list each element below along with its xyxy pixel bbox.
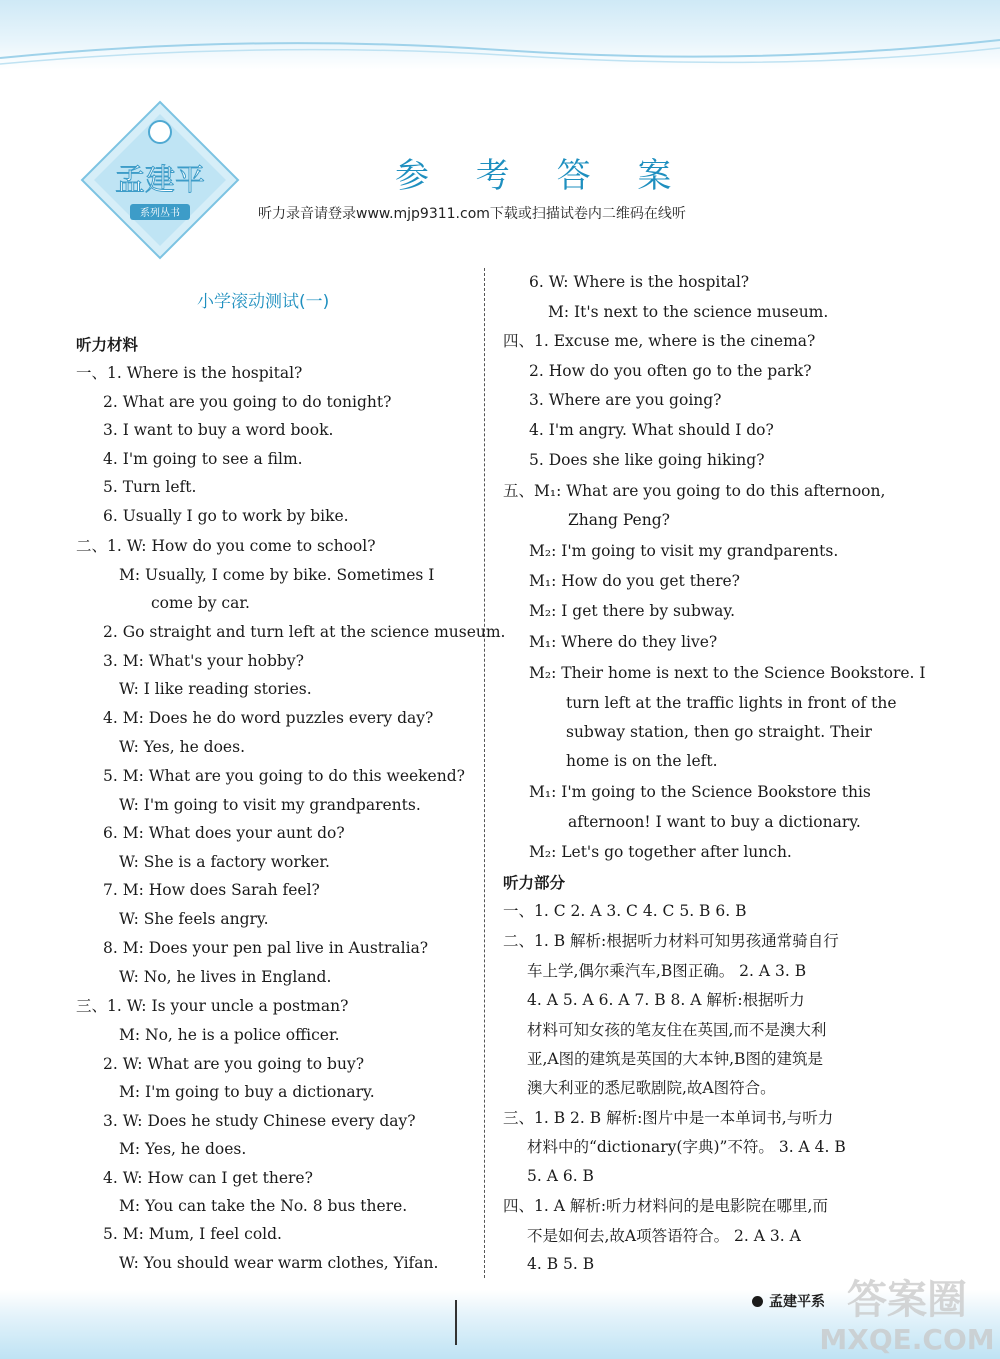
- transcript-line: 5. Does she like going hiking?: [529, 451, 765, 469]
- series-logo: [80, 100, 240, 260]
- answer-line: 5. A 6. B: [527, 1167, 594, 1185]
- transcript-line: come by car.: [151, 594, 250, 612]
- transcript-line: M₁: I'm going to the Science Bookstore this: [529, 783, 871, 801]
- transcript-line: M: You can take the No. 8 bus there.: [119, 1197, 408, 1215]
- transcript-line: 一、1. Where is the hospital?: [76, 364, 303, 382]
- top-wave-graphic: [0, 28, 1000, 68]
- transcript-line: M₁: How do you get there?: [529, 572, 740, 590]
- answer-line: 四、1. A 解析:听力材料问的是电影院在哪里,而: [503, 1197, 828, 1215]
- transcript-line: W: No, he lives in England.: [119, 968, 332, 986]
- transcript-line: 3. Where are you going?: [529, 391, 722, 409]
- transcript-line: subway station, then go straight. Their: [566, 723, 872, 741]
- transcript-line: M: No, he is a police officer.: [119, 1026, 340, 1044]
- footer-brand: 孟建平系: [769, 1294, 825, 1310]
- transcript-line: 2. How do you often go to the park?: [529, 362, 812, 380]
- transcript-line: M₂: I get there by subway.: [529, 602, 736, 620]
- page-title: 参 考 答 案: [395, 156, 690, 196]
- section-title: 小学滚动测试(一): [197, 292, 330, 312]
- transcript-line: M: I'm going to buy a dictionary.: [119, 1083, 375, 1101]
- answer-line: 4. A 5. A 6. A 7. B 8. A 解析:根据听力: [527, 991, 805, 1009]
- transcript-line: 4. I'm going to see a film.: [103, 450, 303, 468]
- logo-text: 孟建平: [115, 163, 205, 198]
- transcript-line: M₂: I'm going to visit my grandparents.: [529, 542, 839, 560]
- transcript-line: W: She feels angry.: [119, 910, 269, 928]
- answer-line: 材料中的“dictionary(字典)”不符。 3. A 4. B: [527, 1138, 846, 1156]
- transcript-line: W: She is a factory worker.: [119, 853, 330, 871]
- transcript-line: W: You should wear warm clothes, Yifan.: [119, 1254, 439, 1272]
- answer-line: 澳大利亚的悉尼歌剧院,故A图符合。: [527, 1079, 776, 1097]
- svg-text:答案圈: 答案圈: [847, 1277, 967, 1323]
- transcript-line: M₂: Let's go together after lunch.: [529, 843, 792, 861]
- transcript-line: W: I like reading stories.: [119, 680, 312, 698]
- audio-download-note: 听力录音请登录www.mjp9311.com下载或扫描试卷内二维码在线听: [258, 206, 686, 222]
- transcript-line: 四、1. Excuse me, where is the cinema?: [503, 332, 816, 350]
- transcript-line: W: I'm going to visit my grandparents.: [119, 796, 421, 814]
- transcript-line: W: Yes, he does.: [119, 738, 245, 756]
- transcript-line: home is on the left.: [566, 752, 718, 770]
- transcript-line: 3. M: What's your hobby?: [103, 652, 304, 670]
- transcript-line: M: It's next to the science museum.: [548, 303, 829, 321]
- transcript-line: 五、M₁: What are you going to do this afternoon,: [503, 482, 886, 500]
- listening-material-heading: 听力材料: [76, 336, 139, 354]
- transcript-line: 4. W: How can I get there?: [103, 1169, 313, 1187]
- watermark-logo: [818, 1265, 996, 1357]
- transcript-line: 3. W: Does he study Chinese every day?: [103, 1112, 416, 1130]
- transcript-line: 6. M: What does your aunt do?: [103, 824, 345, 842]
- transcript-line: 2. W: What are you going to buy?: [103, 1055, 365, 1073]
- transcript-line: M: Usually, I come by bike. Sometimes I: [119, 566, 435, 584]
- transcript-line: 5. M: Mum, I feel cold.: [103, 1225, 282, 1243]
- column-divider: [484, 268, 485, 1278]
- answer-line: 4. B 5. B: [527, 1255, 595, 1273]
- transcript-line: Zhang Peng?: [568, 511, 670, 529]
- transcript-line: 7. M: How does Sarah feel?: [103, 881, 320, 899]
- transcript-line: 5. M: What are you going to do this weekend?: [103, 767, 465, 785]
- transcript-line: 6. Usually I go to work by bike.: [103, 507, 349, 525]
- listening-answers-heading: 听力部分: [503, 874, 566, 892]
- svg-text:MXQE.COM: MXQE.COM: [819, 1323, 995, 1356]
- answer-line: 三、1. B 2. B 解析:图片中是一本单词书,与听力: [503, 1109, 834, 1127]
- transcript-line: 二、1. W: How do you come to school?: [76, 537, 376, 555]
- transcript-line: M₁: Where do they live?: [529, 633, 718, 651]
- transcript-line: 8. M: Does your pen pal live in Australia?: [103, 939, 429, 957]
- transcript-line: 2. What are you going to do tonight?: [103, 393, 392, 411]
- bottom-mark: [455, 1300, 457, 1345]
- top-decorative-band: [0, 0, 1000, 70]
- transcript-line: turn left at the traffic lights in front of the: [566, 694, 897, 712]
- transcript-line: 4. I'm angry. What should I do?: [529, 421, 774, 439]
- transcript-line: 2. Go straight and turn left at the science museum.: [103, 623, 506, 641]
- answer-line: 材料可知女孩的笔友住在英国,而不是澳大利: [527, 1021, 827, 1039]
- answer-line: 一、1. C 2. A 3. C 4. C 5. B 6. B: [503, 902, 747, 920]
- transcript-line: M₂: Their home is next to the Science Bookstore. I: [529, 664, 926, 682]
- transcript-line: 5. Turn left.: [103, 478, 197, 496]
- transcript-line: 三、1. W: Is your uncle a postman?: [76, 997, 349, 1015]
- answer-line: 亚,A图的建筑是英国的大本钟,B图的建筑是: [527, 1050, 823, 1068]
- transcript-line: 6. W: Where is the hospital?: [529, 273, 750, 291]
- transcript-line: 4. M: Does he do word puzzles every day?: [103, 709, 434, 727]
- logo-subtext: 系列丛书: [140, 208, 180, 219]
- footer-bullet-icon: [752, 1296, 763, 1307]
- transcript-line: M: Yes, he does.: [119, 1140, 247, 1158]
- transcript-line: afternoon! I want to buy a dictionary.: [568, 813, 861, 831]
- answer-line: 二、1. B 解析:根据听力材料可知男孩通常骑自行: [503, 932, 839, 950]
- transcript-line: 3. I want to buy a word book.: [103, 421, 334, 439]
- answer-line: 不是如何去,故A项答语符合。 2. A 3. A: [527, 1227, 801, 1245]
- answer-line: 车上学,偶尔乘汽车,B图正确。 2. A 3. B: [527, 962, 807, 980]
